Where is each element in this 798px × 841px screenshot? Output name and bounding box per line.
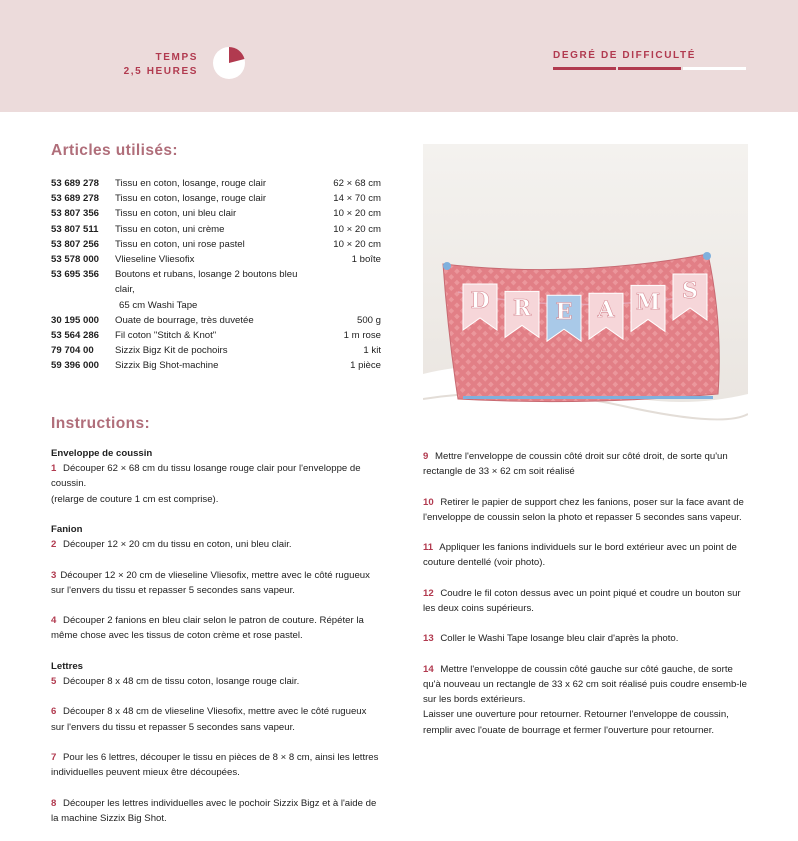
- step-9: [423, 449, 751, 479]
- article-desc: Tissu en coton, losange, rouge clair: [115, 193, 267, 205]
- article-code: 79 704 00: [51, 345, 94, 357]
- step-number: 5: [51, 675, 57, 687]
- article-desc: Tissu en coton, uni rose pastel: [115, 238, 245, 250]
- article-row: [51, 191, 381, 206]
- step-2: [51, 537, 379, 552]
- article-desc: Fil coton "Stitch & Knot": [115, 330, 217, 342]
- difficulty-segment: [683, 67, 746, 70]
- step-14: [423, 662, 751, 708]
- step-text: Découper 8 x 48 cm de vlieseline Vliesofix, mettre avec le côté rugueux sur l'envers du tissu et repasser 5 secondes sans vapeur.: [51, 706, 367, 733]
- section-heading-lettres: Lettres: [51, 660, 83, 672]
- step-text: Coller le Washi Tape losange bleu clair d'après la photo.: [440, 633, 679, 645]
- step-number: 10: [423, 496, 434, 508]
- step-number: 1: [51, 463, 57, 475]
- step-text: Coudre le fil coton dessus avec un point piqué et coudre un bouton sur les deux coins supérieurs.: [423, 587, 741, 614]
- article-qty: 10 × 20 cm: [333, 223, 381, 235]
- difficulty-segment: [553, 67, 616, 70]
- article-code: 53 807 356: [51, 208, 100, 220]
- step-number: 3: [51, 569, 57, 581]
- time-label: [124, 51, 198, 79]
- step-number: 4: [51, 615, 57, 627]
- step-12: [423, 586, 751, 616]
- cushion-illustration: [423, 144, 748, 435]
- time-value: 2,5 HEURES: [123, 66, 198, 77]
- article-qty: 10 × 20 cm: [333, 238, 381, 250]
- article-row: [51, 176, 381, 191]
- step-number: 12: [423, 587, 434, 599]
- article-row: [51, 252, 381, 267]
- article-code: 53 578 000: [51, 254, 100, 266]
- article-row: [51, 358, 381, 373]
- articles-heading: Articles utilisés:: [51, 142, 178, 159]
- step-text: Découper 62 × 68 cm du tissu losange rouge clair pour l'enveloppe de coussin.: [51, 463, 361, 490]
- step-text: Découper les lettres individuelles avec le pochoir Sizzix Bigz et à l'aide de la machine Sizzix Big Shot.: [51, 797, 377, 824]
- step-number: 13: [423, 633, 434, 645]
- articles-list: [51, 176, 381, 374]
- header-band: [0, 0, 798, 112]
- step-4: [51, 613, 379, 643]
- article-qty: 500 g: [356, 314, 381, 326]
- difficulty-title: DEGRÉ DE DIFFICULTÉ: [553, 50, 696, 61]
- article-qty: 1 m rose: [343, 330, 381, 342]
- step-text: Mettre l'enveloppe de coussin côté gauche sur côté gauche, de sorte qu'à nouveau un rectangle de 33 x 62 cm soit réalisé puis coudre ensemb-le sur les bords extérieurs.: [423, 663, 747, 706]
- article-desc: Vlieseline Vliesofix: [115, 254, 195, 266]
- article-qty: [311, 267, 381, 313]
- article-desc: Sizzix Big Shot-machine: [115, 360, 219, 372]
- article-code: 59 396 000: [51, 360, 100, 372]
- time-pie-icon: [212, 46, 246, 80]
- step-8: [51, 796, 379, 826]
- step-10: [423, 495, 751, 525]
- pennant-letter: S: [682, 278, 698, 304]
- step-text: Mettre l'enveloppe de coussin côté droit sur côté droit, de sorte qu'un rectangle de 33 × 62 cm soit réalisé: [423, 451, 728, 478]
- article-desc: Tissu en coton, uni bleu clair: [115, 208, 237, 220]
- article-code: 53 689 278: [51, 193, 100, 205]
- article-code: 53 689 278: [51, 178, 100, 189]
- article-desc: [115, 267, 311, 313]
- step-number: 7: [51, 751, 57, 763]
- article-qty: 62 × 68 cm: [333, 178, 381, 189]
- instructions-right-column: [423, 449, 751, 753]
- section-heading-envelope: Enveloppe de coussin: [51, 448, 153, 459]
- step-number: 6: [51, 706, 57, 718]
- article-code: 53 564 286: [51, 330, 100, 342]
- article-code: 53 807 256: [51, 238, 100, 250]
- step-text: Appliquer les fanions individuels sur le bord extérieur avec un point de couture dentellé (voir photo).: [423, 542, 737, 569]
- difficulty-segment: [618, 67, 681, 70]
- step-3: [51, 568, 379, 598]
- pennant-letter: A: [597, 297, 615, 324]
- article-desc-line1: Boutons et rubans, losange 2 boutons bleu clair,: [115, 269, 298, 296]
- step-14-note: Laisser une ouverture pour retourner. Retourner l'enveloppe de coussin, remplir avec l'ouate de bourrage et fermer l'ouverture pour retourner.: [423, 709, 729, 736]
- article-row: [51, 313, 381, 328]
- pennant-letter: E: [555, 299, 573, 326]
- step-7: [51, 750, 379, 780]
- step-number: 8: [51, 797, 57, 809]
- step-13: [423, 631, 751, 646]
- article-qty: 10 × 20 cm: [333, 208, 381, 220]
- step-text: Retirer le papier de support chez les fanions, poser sur la face avant de l'enveloppe de coussin selon la photo et repasser 5 secondes sans vapeur.: [423, 496, 744, 523]
- section-heading-fanion: Fanion: [51, 524, 83, 535]
- article-code: 30 195 000: [51, 314, 100, 326]
- article-code: 53 807 511: [51, 223, 99, 235]
- time-title: TEMPS: [155, 52, 198, 63]
- step-text: Pour les 6 lettres, découper le tissu en pièces de 8 × 8 cm, ainsi les lettres individuelles peuvent mieux être découpées.: [51, 751, 379, 779]
- step-1: [51, 461, 379, 491]
- difficulty-meter: [553, 67, 746, 70]
- step-5: [51, 674, 379, 689]
- step-number: 2: [51, 539, 57, 551]
- article-row: [51, 222, 381, 237]
- step-6: [51, 704, 379, 734]
- step-11: [423, 540, 751, 570]
- article-desc: Sizzix Bigz Kit de pochoirs: [115, 345, 228, 357]
- article-row: [51, 206, 381, 221]
- instructions-heading: Instructions:: [51, 415, 151, 432]
- step-number: 11: [423, 542, 434, 554]
- pennant-letter: R: [512, 295, 532, 322]
- cushion-photo: [423, 144, 748, 435]
- article-row: [51, 267, 381, 313]
- step-text: Découper 2 fanions en bleu clair selon le patron de couture. Répéter la même chose avec les tissus de coton crème et rose pastel.: [51, 615, 364, 642]
- step-number: 14: [423, 663, 434, 675]
- article-code: 53 695 356: [51, 269, 100, 281]
- step-1-note: (relarge de couture 1 cm est comprise).: [51, 493, 219, 505]
- article-qty: 1 kit: [363, 345, 381, 357]
- article-row: [51, 328, 381, 343]
- pennant-letter: D: [470, 288, 490, 314]
- pennant-letter: M: [635, 289, 661, 316]
- step-text: Découper 12 × 20 cm de vlieseline Vliesofix, mettre avec le côté rugueux sur l'envers du tissu et repasser 5 secondes sans vapeur.: [51, 569, 370, 596]
- step-text: Découper 8 x 48 cm de tissu coton, losange rouge clair.: [63, 675, 300, 687]
- step-text: Découper 12 × 20 cm du tissu en coton, uni bleu clair.: [63, 539, 292, 551]
- article-desc: Tissu en coton, losange, rouge clair: [115, 178, 267, 189]
- article-row: [51, 343, 381, 358]
- step-number: 9: [423, 451, 429, 462]
- instructions-left-column: [51, 446, 379, 841]
- article-qty: 1 pièce: [350, 360, 381, 372]
- article-qty: 1 boîte: [351, 254, 381, 266]
- article-row: [51, 237, 381, 252]
- article-desc: Tissu en coton, uni crème: [115, 223, 225, 235]
- article-desc-line2: 65 cm Washi Tape: [119, 299, 198, 311]
- article-desc: Ouate de bourrage, très duvetée: [115, 314, 254, 326]
- article-qty: 14 × 70 cm: [333, 193, 381, 205]
